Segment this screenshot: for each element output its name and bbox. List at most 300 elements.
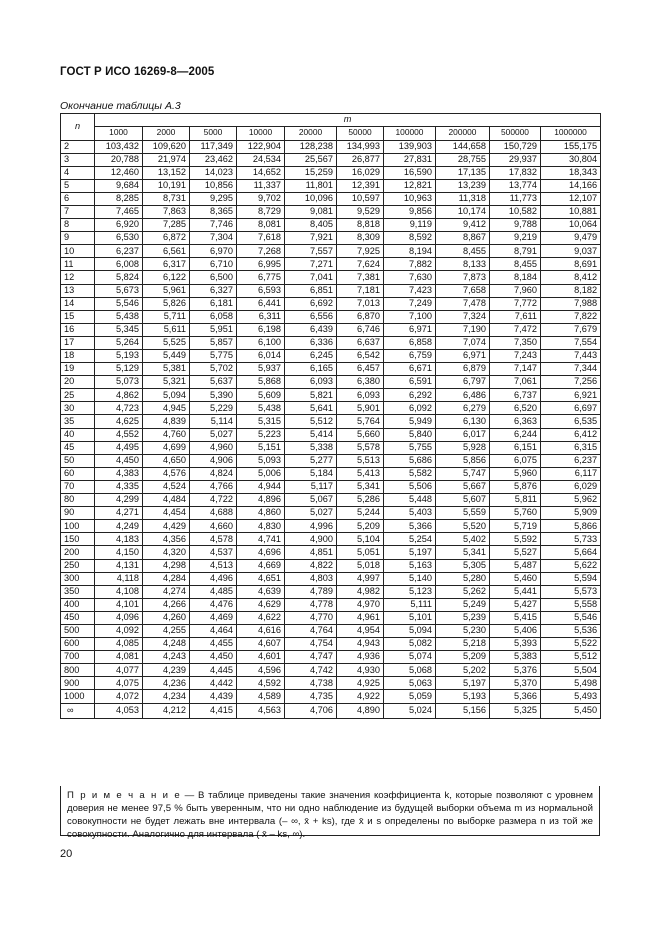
- coefficient-cell: 5,370: [490, 677, 541, 690]
- coefficient-cell: 5,427: [490, 598, 541, 611]
- coefficient-cell: 4,450: [190, 651, 237, 664]
- coefficient-cell: 4,284: [143, 572, 190, 585]
- n-value-cell: 10: [61, 245, 95, 258]
- coefficient-cell: 7,554: [541, 336, 601, 349]
- coefficient-cell: 4,789: [285, 585, 337, 598]
- coefficient-cell: 5,546: [541, 611, 601, 624]
- coefficient-cell: 16,590: [384, 166, 436, 179]
- coefficient-cell: 4,996: [285, 520, 337, 533]
- coefficient-cell: 150,729: [490, 140, 541, 153]
- coefficient-cell: 6,439: [285, 323, 337, 336]
- coefficient-cell: 4,429: [143, 520, 190, 533]
- coefficient-cell: 4,274: [143, 585, 190, 598]
- table-caption: Окончание таблицы А.3: [60, 100, 181, 112]
- coefficient-cell: 7,772: [490, 297, 541, 310]
- coefficient-cell: 8,867: [436, 232, 490, 245]
- coefficient-cell: 4,961: [337, 611, 384, 624]
- coefficient-cell: 4,092: [95, 624, 143, 637]
- coefficient-cell: 4,255: [143, 624, 190, 637]
- coefficient-cell: 12,107: [541, 192, 601, 205]
- coefficient-cell: 5,249: [436, 598, 490, 611]
- table-row: [61, 389, 601, 402]
- coefficient-cell: 7,181: [337, 284, 384, 297]
- coefficient-cell: 6,245: [285, 350, 337, 363]
- coefficient-cell: 4,150: [95, 546, 143, 559]
- coefficient-cell: 4,803: [285, 572, 337, 585]
- coefficient-cell: 4,688: [190, 507, 237, 520]
- coefficient-cell: 4,496: [190, 572, 237, 585]
- coefficient-cell: 6,759: [384, 350, 436, 363]
- coefficient-cell: 7,873: [436, 271, 490, 284]
- coefficient-cell: 5,393: [490, 638, 541, 651]
- coefficient-cell: 6,380: [337, 376, 384, 389]
- coefficient-cell: 5,202: [436, 664, 490, 677]
- coefficient-cell: 7,344: [541, 363, 601, 376]
- coefficient-cell: 144,658: [436, 140, 490, 153]
- coefficient-cell: 9,037: [541, 245, 601, 258]
- n-value-cell: 13: [61, 284, 95, 297]
- coefficient-cell: 6,441: [237, 297, 285, 310]
- coefficient-cell: 7,822: [541, 310, 601, 323]
- coefficient-cell: 8,791: [490, 245, 541, 258]
- page-number: 20: [60, 848, 73, 860]
- table-row: [61, 624, 601, 637]
- table-row: [61, 415, 601, 428]
- coefficient-cell: 5,949: [384, 415, 436, 428]
- coefficient-cell: 4,735: [285, 690, 337, 703]
- n-value-cell: 7: [61, 205, 95, 218]
- coefficient-cell: 4,524: [143, 480, 190, 493]
- coefficient-cell: 6,870: [337, 310, 384, 323]
- coefficient-cell: 11,773: [490, 192, 541, 205]
- coefficient-cell: 4,552: [95, 428, 143, 441]
- coefficient-cell: 8,133: [436, 258, 490, 271]
- coefficient-cell: 9,684: [95, 179, 143, 192]
- coefficient-cell: 4,650: [143, 454, 190, 467]
- n-value-cell: 35: [61, 415, 95, 428]
- coefficient-cell: 6,029: [541, 480, 601, 493]
- coefficient-cell: 4,625: [95, 415, 143, 428]
- coefficient-cell: 5,024: [384, 703, 436, 718]
- coefficient-cell: 4,576: [143, 467, 190, 480]
- coefficient-cell: 6,879: [436, 363, 490, 376]
- coefficient-cell: 7,658: [436, 284, 490, 297]
- m-value-header: 500000: [490, 126, 541, 140]
- coefficient-cell: 4,906: [190, 454, 237, 467]
- coefficient-cell: 4,260: [143, 611, 190, 624]
- coefficient-cell: 7,256: [541, 376, 601, 389]
- coefficient-cell: 6,561: [143, 245, 190, 258]
- table-row: [61, 507, 601, 520]
- coefficient-cell: 6,710: [190, 258, 237, 271]
- coefficient-cell: 5,277: [285, 454, 337, 467]
- coefficient-cell: 9,702: [237, 192, 285, 205]
- coefficient-cell: 6,486: [436, 389, 490, 402]
- n-value-cell: 800: [61, 664, 95, 677]
- coefficient-cell: 5,151: [237, 441, 285, 454]
- m-values-row: [61, 126, 601, 140]
- coefficient-cell: 5,512: [541, 651, 601, 664]
- table-row: [61, 690, 601, 703]
- table-row: [61, 271, 601, 284]
- coefficient-cell: 5,493: [541, 690, 601, 703]
- coefficient-cell: 4,464: [190, 624, 237, 637]
- coefficient-cell: 9,479: [541, 232, 601, 245]
- coefficient-cell: 5,218: [436, 638, 490, 651]
- coefficient-cell: 4,108: [95, 585, 143, 598]
- coefficient-cell: 5,951: [190, 323, 237, 336]
- coefficient-cell: 7,921: [285, 232, 337, 245]
- coefficient-cell: 4,320: [143, 546, 190, 559]
- coefficient-cell: 4,936: [337, 651, 384, 664]
- coefficient-cell: 10,582: [490, 205, 541, 218]
- coefficient-cell: 10,597: [337, 192, 384, 205]
- coefficient-cell: 5,441: [490, 585, 541, 598]
- table-row: [61, 140, 601, 153]
- coefficient-cell: 4,476: [190, 598, 237, 611]
- table-row: [61, 664, 601, 677]
- coefficient-cell: 4,824: [190, 467, 237, 480]
- coefficient-cell: 5,573: [541, 585, 601, 598]
- n-value-cell: 200: [61, 546, 95, 559]
- coefficient-cell: 6,851: [285, 284, 337, 297]
- coefficient-cell: 5,068: [384, 664, 436, 677]
- coefficient-cell: 6,092: [384, 402, 436, 415]
- coefficient-cell: 4,982: [337, 585, 384, 598]
- coefficient-cell: 7,863: [143, 205, 190, 218]
- coefficient-cell: 4,997: [337, 572, 384, 585]
- coefficient-cell: 5,811: [490, 494, 541, 507]
- coefficient-cell: 5,321: [143, 376, 190, 389]
- coefficient-cell: 7,679: [541, 323, 601, 336]
- n-value-cell: 18: [61, 350, 95, 363]
- coefficient-cell: 8,455: [490, 258, 541, 271]
- coefficient-cell: 4,081: [95, 651, 143, 664]
- coefficient-cell: 7,882: [384, 258, 436, 271]
- coefficient-cell: 20,788: [95, 153, 143, 166]
- coefficient-cell: 6,130: [436, 415, 490, 428]
- coefficient-cell: 5,937: [237, 363, 285, 376]
- coefficient-cell: 5,018: [337, 559, 384, 572]
- note-text: — В таблице приведены такие значения коэффициента k, которые позволяют с уровнем доверия не менее 97,5 % быть уверенным, что ни одно наблюдение из будущей выборки объема m из нормальной совокупности не будет лежать вне интервала (– ∞, x̄ + ks), где x̄ и s определены по выборке размера n из той же совокупности. Аналогично для интервала ( x̄ – ks, ∞).: [67, 790, 593, 840]
- n-value-cell: 3: [61, 153, 95, 166]
- table-row: [61, 494, 601, 507]
- n-value-cell: 45: [61, 441, 95, 454]
- coefficient-cell: 6,412: [541, 428, 601, 441]
- coefficient-cell: 5,402: [436, 533, 490, 546]
- coefficient-cell: 8,309: [337, 232, 384, 245]
- coefficient-cell: 6,198: [237, 323, 285, 336]
- coefficient-cell: 5,223: [237, 428, 285, 441]
- coefficient-cell: 5,578: [337, 441, 384, 454]
- coefficient-cell: 5,051: [337, 546, 384, 559]
- coefficient-cell: 4,738: [285, 677, 337, 690]
- coefficient-cell: 5,821: [285, 389, 337, 402]
- coefficient-cell: 5,415: [490, 611, 541, 624]
- n-value-cell: 11: [61, 258, 95, 271]
- coefficient-cell: 6,737: [490, 389, 541, 402]
- coefficient-cell: 128,238: [285, 140, 337, 153]
- coefficient-cell: 5,609: [237, 389, 285, 402]
- coefficient-cell: 5,506: [384, 480, 436, 493]
- coefficient-cell: 5,755: [384, 441, 436, 454]
- coefficient-cell: 6,671: [384, 363, 436, 376]
- coefficient-cell: 10,174: [436, 205, 490, 218]
- n-value-cell: 9: [61, 232, 95, 245]
- coefficient-cell: 5,546: [95, 297, 143, 310]
- coefficient-cell: 5,637: [190, 376, 237, 389]
- coefficient-cell: 5,928: [436, 441, 490, 454]
- coefficient-cell: 5,536: [541, 624, 601, 637]
- coefficient-cell: 8,412: [541, 271, 601, 284]
- coefficient-cell: 13,152: [143, 166, 190, 179]
- coefficient-cell: 5,067: [285, 494, 337, 507]
- coefficient-cell: 8,455: [436, 245, 490, 258]
- coefficient-cell: 7,013: [337, 297, 384, 310]
- coefficient-cell: 5,664: [541, 546, 601, 559]
- coefficient-cell: 4,839: [143, 415, 190, 428]
- coefficient-cell: 5,341: [337, 480, 384, 493]
- coefficient-cell: 6,017: [436, 428, 490, 441]
- table-row: [61, 559, 601, 572]
- coefficient-cell: 7,304: [190, 232, 237, 245]
- coefficient-cell: 9,856: [384, 205, 436, 218]
- coefficient-cell: 4,356: [143, 533, 190, 546]
- coefficient-cell: 6,971: [436, 350, 490, 363]
- coefficient-cell: 5,498: [541, 677, 601, 690]
- coefficient-cell: 4,266: [143, 598, 190, 611]
- n-value-cell: 90: [61, 507, 95, 520]
- n-value-cell: 12: [61, 271, 95, 284]
- coefficient-cell: 4,236: [143, 677, 190, 690]
- coefficient-cell: 5,104: [337, 533, 384, 546]
- coefficient-cell: 5,962: [541, 494, 601, 507]
- coefficient-cell: 5,450: [541, 703, 601, 718]
- n-value-cell: 300: [61, 572, 95, 585]
- coefficient-cell: 7,268: [237, 245, 285, 258]
- coefficient-cell: 6,165: [285, 363, 337, 376]
- coefficient-cell: 4,299: [95, 494, 143, 507]
- table-row: [61, 219, 601, 232]
- n-value-cell: 6: [61, 192, 95, 205]
- coefficient-cell: 5,315: [237, 415, 285, 428]
- coefficient-cell: 5,244: [337, 507, 384, 520]
- coefficient-cell: 26,877: [337, 153, 384, 166]
- coefficient-cell: 103,432: [95, 140, 143, 153]
- coefficient-cell: 17,135: [436, 166, 490, 179]
- coefficient-cell: 4,778: [285, 598, 337, 611]
- coefficient-cell: 4,722: [190, 494, 237, 507]
- coefficient-cell: 4,742: [285, 664, 337, 677]
- coefficient-cell: 4,851: [285, 546, 337, 559]
- coefficient-cell: 4,072: [95, 690, 143, 703]
- coefficient-cell: 7,630: [384, 271, 436, 284]
- coefficient-cell: 5,558: [541, 598, 601, 611]
- table-row: [61, 428, 601, 441]
- coefficient-cell: 4,862: [95, 389, 143, 402]
- table-row: [61, 533, 601, 546]
- n-value-cell: 80: [61, 494, 95, 507]
- coefficient-cell: 4,639: [237, 585, 285, 598]
- coefficient-cell: 6,921: [541, 389, 601, 402]
- coefficient-cell: 8,194: [384, 245, 436, 258]
- coefficient-cell: 5,775: [190, 350, 237, 363]
- coefficient-cell: 4,592: [237, 677, 285, 690]
- coefficient-cell: 4,484: [143, 494, 190, 507]
- coefficient-cell: 13,239: [436, 179, 490, 192]
- coefficient-cell: 4,723: [95, 402, 143, 415]
- coefficient-cell: 10,856: [190, 179, 237, 192]
- coefficient-cell: 5,764: [337, 415, 384, 428]
- coefficient-cell: 6,093: [285, 376, 337, 389]
- coefficient-cell: 5,193: [95, 350, 143, 363]
- coefficient-cell: 5,594: [541, 572, 601, 585]
- coefficient-table: [60, 113, 601, 719]
- coefficient-cell: 5,413: [337, 467, 384, 480]
- coefficient-cell: 4,900: [285, 533, 337, 546]
- coefficient-cell: 6,500: [190, 271, 237, 284]
- coefficient-cell: 4,445: [190, 664, 237, 677]
- coefficient-cell: 7,074: [436, 336, 490, 349]
- coefficient-cell: 4,589: [237, 690, 285, 703]
- coefficient-cell: 7,147: [490, 363, 541, 376]
- coefficient-cell: 7,988: [541, 297, 601, 310]
- n-value-cell: 350: [61, 585, 95, 598]
- coefficient-cell: 7,423: [384, 284, 436, 297]
- coefficient-cell: 6,858: [384, 336, 436, 349]
- n-value-cell: 19: [61, 363, 95, 376]
- table-row: [61, 323, 601, 336]
- coefficient-cell: 5,403: [384, 507, 436, 520]
- table-row: [61, 467, 601, 480]
- coefficient-cell: 4,890: [337, 703, 384, 718]
- coefficient-cell: 5,667: [436, 480, 490, 493]
- coefficient-cell: 5,868: [237, 376, 285, 389]
- coefficient-cell: 5,338: [285, 441, 337, 454]
- table-row: [61, 336, 601, 349]
- coefficient-cell: 5,093: [237, 454, 285, 467]
- coefficient-cell: 6,327: [190, 284, 237, 297]
- coefficient-cell: 4,760: [143, 428, 190, 441]
- coefficient-cell: 7,324: [436, 310, 490, 323]
- n-value-cell: 400: [61, 598, 95, 611]
- coefficient-cell: 7,041: [285, 271, 337, 284]
- coefficient-cell: 6,692: [285, 297, 337, 310]
- coefficient-cell: 4,960: [190, 441, 237, 454]
- coefficient-cell: 4,085: [95, 638, 143, 651]
- coefficient-cell: 7,350: [490, 336, 541, 349]
- coefficient-cell: 5,117: [285, 480, 337, 493]
- coefficient-cell: 8,182: [541, 284, 601, 297]
- coefficient-cell: 10,963: [384, 192, 436, 205]
- table-row: [61, 585, 601, 598]
- coefficient-cell: 5,254: [384, 533, 436, 546]
- coefficient-cell: 21,974: [143, 153, 190, 166]
- coefficient-cell: 6,075: [490, 454, 541, 467]
- table-row: [61, 520, 601, 533]
- coefficient-cell: 4,669: [237, 559, 285, 572]
- coefficient-cell: 5,376: [490, 664, 541, 677]
- coefficient-cell: 4,383: [95, 467, 143, 480]
- coefficient-cell: 4,860: [237, 507, 285, 520]
- coefficient-cell: 7,618: [237, 232, 285, 245]
- coefficient-cell: 4,922: [337, 690, 384, 703]
- coefficient-cell: 4,239: [143, 664, 190, 677]
- coefficient-cell: 9,081: [285, 205, 337, 218]
- coefficient-cell: 4,469: [190, 611, 237, 624]
- coefficient-cell: 6,797: [436, 376, 490, 389]
- n-value-cell: 16: [61, 323, 95, 336]
- coefficient-cell: 155,175: [541, 140, 601, 153]
- coefficient-cell: 4,212: [143, 703, 190, 718]
- coefficient-cell: 27,831: [384, 153, 436, 166]
- coefficient-cell: 134,993: [337, 140, 384, 153]
- coefficient-cell: 4,607: [237, 638, 285, 651]
- coefficient-cell: 5,325: [490, 703, 541, 718]
- coefficient-cell: 5,114: [190, 415, 237, 428]
- table-note: [60, 786, 600, 840]
- n-value-cell: 500: [61, 624, 95, 637]
- coefficient-cell: 5,286: [337, 494, 384, 507]
- coefficient-cell: 109,620: [143, 140, 190, 153]
- coefficient-cell: 5,702: [190, 363, 237, 376]
- n-value-cell: 2: [61, 140, 95, 153]
- coefficient-cell: 7,611: [490, 310, 541, 323]
- coefficient-cell: 6,363: [490, 415, 541, 428]
- n-value-cell: 900: [61, 677, 95, 690]
- coefficient-cell: 6,117: [541, 467, 601, 480]
- coefficient-cell: 4,830: [237, 520, 285, 533]
- coefficient-cell: 4,896: [237, 494, 285, 507]
- coefficient-cell: 5,525: [143, 336, 190, 349]
- n-value-cell: 50: [61, 454, 95, 467]
- table-row: [61, 153, 601, 166]
- n-value-cell: 15: [61, 310, 95, 323]
- coefficient-cell: 5,345: [95, 323, 143, 336]
- coefficient-cell: 5,341: [436, 546, 490, 559]
- coefficient-cell: 5,366: [490, 690, 541, 703]
- coefficient-cell: 4,596: [237, 664, 285, 677]
- coefficient-cell: 5,826: [143, 297, 190, 310]
- coefficient-cell: 5,006: [237, 467, 285, 480]
- coefficient-cell: 6,317: [143, 258, 190, 271]
- coefficient-cell: 5,876: [490, 480, 541, 493]
- n-value-cell: 150: [61, 533, 95, 546]
- coefficient-cell: 5,230: [436, 624, 490, 637]
- coefficient-cell: 9,119: [384, 219, 436, 232]
- coefficient-cell: 5,641: [285, 402, 337, 415]
- coefficient-cell: 4,415: [190, 703, 237, 718]
- coefficient-cell: 5,209: [337, 520, 384, 533]
- coefficient-cell: 5,504: [541, 664, 601, 677]
- m-value-header: 50000: [337, 126, 384, 140]
- coefficient-cell: 6,591: [384, 376, 436, 389]
- coefficient-cell: 4,455: [190, 638, 237, 651]
- table-row: [61, 598, 601, 611]
- coefficient-cell: 4,822: [285, 559, 337, 572]
- table-row: [61, 638, 601, 651]
- coefficient-cell: 8,818: [337, 219, 384, 232]
- coefficient-cell: 5,866: [541, 520, 601, 533]
- coefficient-cell: 11,337: [237, 179, 285, 192]
- coefficient-cell: 5,512: [285, 415, 337, 428]
- coefficient-cell: 5,711: [143, 310, 190, 323]
- coefficient-cell: 4,183: [95, 533, 143, 546]
- coefficient-cell: 4,622: [237, 611, 285, 624]
- coefficient-cell: 4,131: [95, 559, 143, 572]
- coefficient-cell: 5,856: [436, 454, 490, 467]
- coefficient-cell: 28,755: [436, 153, 490, 166]
